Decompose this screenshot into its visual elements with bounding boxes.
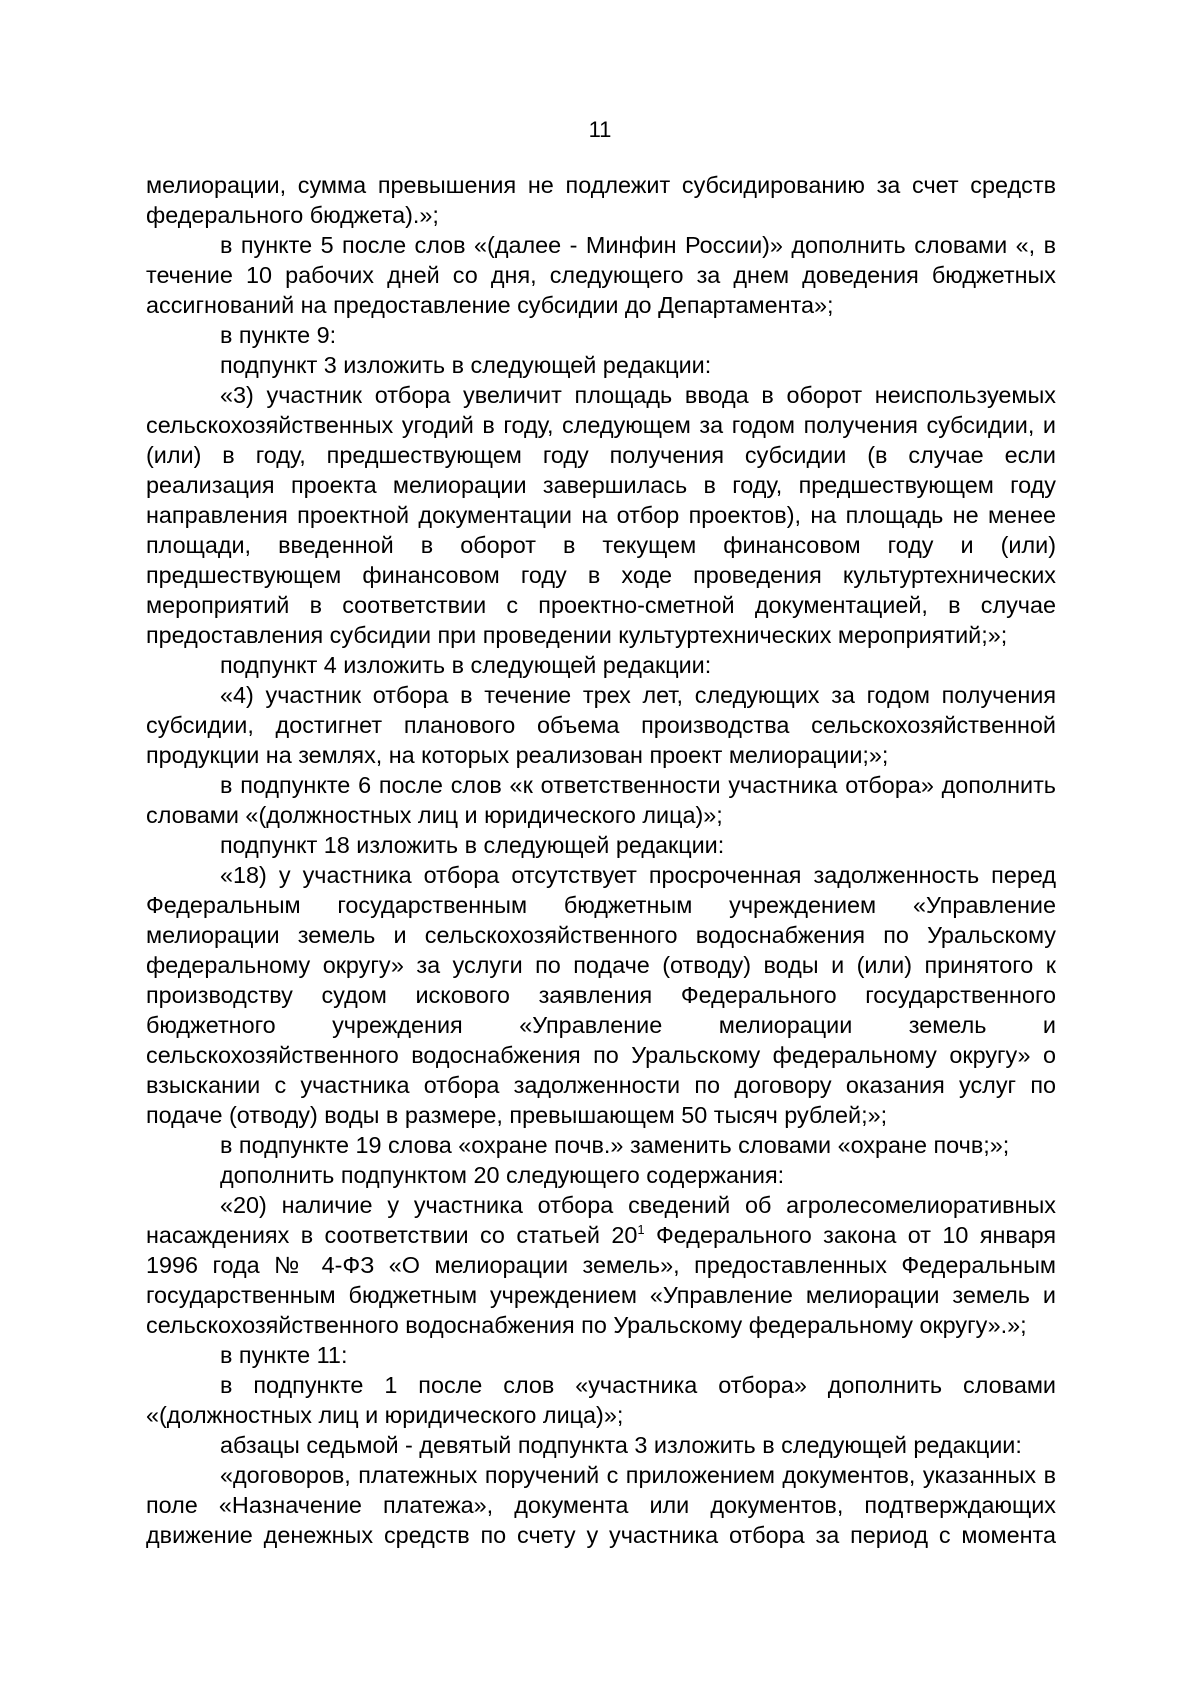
- paragraph-with-superscript: [146, 1190, 1056, 1340]
- paragraph: в пункте 9:: [220, 322, 337, 348]
- paragraph: «4) участник отбора в течение трех лет, следующих за годом получения субсидии, достигнет планового объема производства сельскохозяйственной продукции на землях, на которых реализован проект мелиорации;»;: [146, 682, 1056, 768]
- paragraph: дополнить подпунктом 20 следующего содержания:: [220, 1162, 785, 1188]
- article-superscript: 1: [637, 1222, 645, 1237]
- paragraph-text-after: Федерального закона от 10 января 1996 года № 4-ФЗ «О мелиорации земель», предоставленных Федеральным государственным бюджетным учреждением «Управление мелиорации земель и сельскохозяйственного водоснабжения по Уральскому федеральному округу».»;: [146, 1222, 1056, 1338]
- paragraph: в подпункте 19 слова «охране почв.» заменить словами «охране почв;»;: [220, 1132, 1010, 1158]
- paragraph: подпункт 3 изложить в следующей редакции:: [220, 352, 712, 378]
- paragraph: в пункте 11:: [220, 1342, 348, 1368]
- page-number: 11: [588, 117, 612, 142]
- paragraph-continues-next-page: «договоров, платежных поручений с приложением документов, указанных в поле «Назначение платежа», документа или документов, подтверждающих движение денежных средств по счету у участника отбора за период с момента: [146, 1462, 1056, 1548]
- paragraph: подпункт 4 изложить в следующей редакции:: [220, 652, 712, 678]
- document-body: [146, 170, 1056, 1550]
- paragraph: в пункте 5 после слов «(далее - Минфин России)» дополнить словами «, в течение 10 рабочих дней со дня, следующего за днем доведения бюджетных ассигнований на предоставление субсидии до Департамента»;: [146, 232, 1056, 318]
- paragraph: «3) участник отбора увеличит площадь ввода в оборот неиспользуемых сельскохозяйственных угодий в году, следующем за годом получения субсидии, и (или) в году, предшествующем году получения субсидии (в случае если реализация проекта мелиорации завершилась в году, предшествующем году направления проектной документации на отбор проектов), на площадь не менее площади, введенной в оборот в текущем финансовом году и (или) предшествующем финансовом году в ходе проведения культуртехнических мероприятий в соответствии с проектно-сметной документацией, в случае предоставления субсидии при проведении культуртехнических мероприятий;»;: [146, 382, 1056, 648]
- paragraph-continuation: мелиорации, сумма превышения не подлежит субсидированию за счет средств федерального бюджета).»;: [146, 172, 1056, 228]
- paragraph: абзацы седьмой - девятый подпункта 3 изложить в следующей редакции:: [220, 1432, 1022, 1458]
- paragraph: в подпункте 6 после слов «к ответственности участника отбора» дополнить словами «(должностных лиц и юридического лица)»;: [146, 772, 1056, 828]
- paragraph: подпункт 18 изложить в следующей редакции:: [220, 832, 725, 858]
- paragraph: «18) у участника отбора отсутствует просроченная задолженность перед Федеральным государственным бюджетным учреждением «Управление мелиорации земель и сельскохозяйственного водоснабжения по Уральскому федеральному округу» за услуги по подаче (отводу) воды и (или) принятого к производству судом искового заявления Федерального государственного бюджетного учреждения «Управление мелиорации земель и сельскохозяйственного водоснабжения по Уральскому федеральному округу» о взыскании с участника отбора задолженности по договору оказания услуг по подаче (отводу) воды в размере, превышающем 50 тысяч рублей;»;: [146, 862, 1056, 1128]
- paragraph-text-before: «20) наличие у участника отбора сведений об агролесомелиоративных насаждениях в соответствии со статьей 20: [146, 1192, 1056, 1248]
- paragraph: в подпункте 1 после слов «участника отбора» дополнить словами «(должностных лиц и юридического лица)»;: [146, 1372, 1056, 1428]
